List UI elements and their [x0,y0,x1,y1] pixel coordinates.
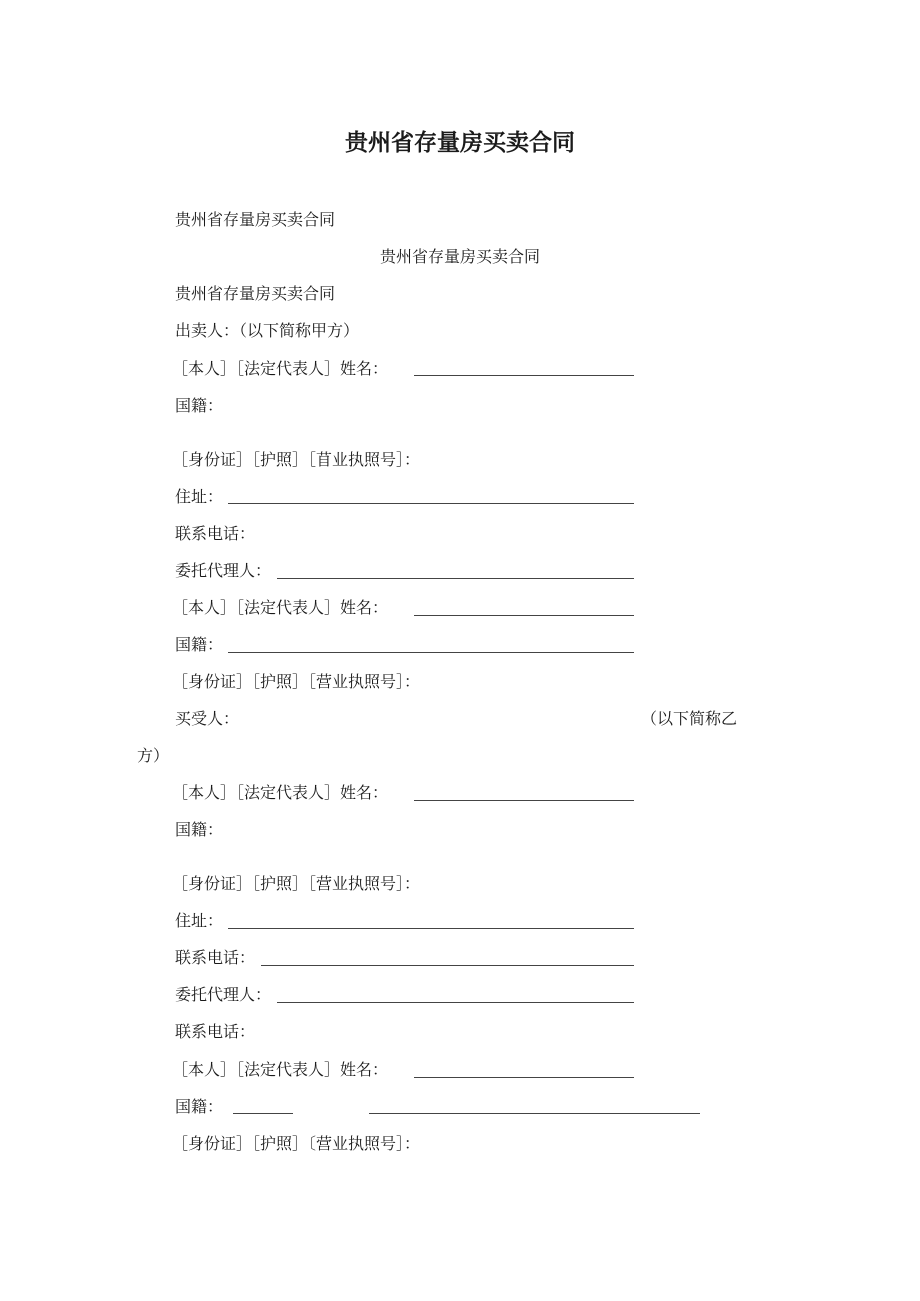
seller-agent-field[interactable] [277,578,634,579]
buyer-phone-label: 联系电话： [175,948,256,967]
buyer-heading-suffix: （以下简称乙 [641,709,738,728]
subtitle-left: 贵州省存量房买卖合同 [175,210,336,229]
buyer-nationality-label: 国籍： [175,820,224,839]
buyer-phone-field[interactable] [261,965,634,966]
seller-agent-id-label: ［身份证］［护照］［营业执照号］： [172,672,421,691]
buyer-agent-name-field[interactable] [414,1077,634,1078]
subtitle-left-2: 贵州省存量房买卖合同 [175,284,336,303]
seller-agent-nationality-label: 国籍： [175,635,224,654]
subtitle-center: 贵州省存量房买卖合同 [379,247,540,266]
seller-id-label: ［身份证］［护照］［苜业执照号］： [172,450,421,469]
buyer-agent-phone-label: 联系电话： [175,1022,256,1041]
buyer-name-label: ［本人］［法定代表人］姓名： [172,783,389,802]
buyer-agent-field[interactable] [277,1002,634,1003]
buyer-id-label: ［身份证］［护照］［营业执照号］： [172,874,421,893]
buyer-address-label: 住址： [175,911,224,930]
seller-agent-label: 委托代理人： [175,561,272,580]
seller-agent-name-field[interactable] [414,615,634,616]
buyer-heading-wrap: 方） [137,746,170,765]
buyer-agent-name-label: ［本人］［法定代表人］姓名： [172,1060,389,1079]
seller-nationality-label: 国籍： [175,396,224,415]
seller-address-label: 住址： [175,487,224,506]
buyer-agent-id-label: ［身份证］［护照］〔营业执照号］： [172,1134,421,1153]
seller-name-label: ［本人］［法定代表人］姓名： [172,359,389,378]
buyer-address-field[interactable] [228,928,634,929]
seller-address-field[interactable] [228,503,634,504]
buyer-agent-nationality-field[interactable] [233,1113,293,1114]
buyer-agent-nationality-label: 国籍： [175,1097,224,1116]
seller-agent-nationality-field[interactable] [228,652,634,653]
seller-name-field[interactable] [414,375,634,376]
seller-phone-label: 联系电话： [175,524,256,543]
buyer-heading: 买受人： [175,709,240,728]
buyer-agent-label: 委托代理人： [175,985,272,1004]
seller-agent-name-label: ［本人］［法定代表人］姓名： [172,598,389,617]
buyer-name-field[interactable] [414,800,634,801]
buyer-agent-extra-field[interactable] [369,1113,700,1114]
document-title: 贵州省存量房买卖合同 [345,130,575,156]
seller-heading: 出卖人：（以下简称甲方） [175,321,360,340]
